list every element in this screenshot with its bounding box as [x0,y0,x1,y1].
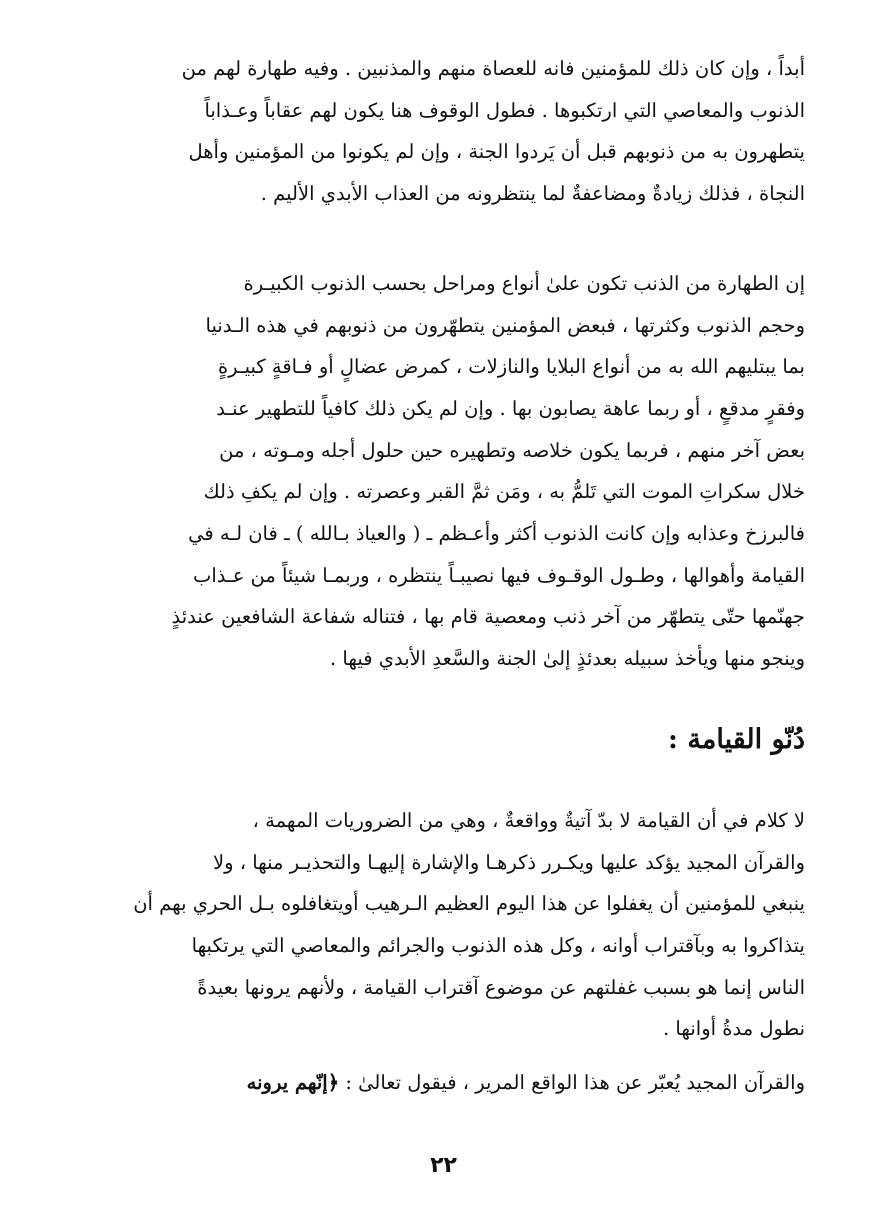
text-line: بعض آخر منهم ، فربما يكون خلاصه وتطهيره حين حلول أجله ومـوته ، من [219,438,805,462]
paragraph-3 [100,800,805,1050]
text-line: بما يبتليهم الله به من أنواع البلايا والنازلات ، كمرض عضالٍ أو فـاقةٍ كبيـرةٍ [217,355,805,379]
text-line: يتذاكروا به وبآقتراب أوانه ، وكل هذه الذنوب والجرائم والمعاصي التي يرتكبها [191,933,805,957]
text-line: نطول مدةُ أوانها . [663,1017,805,1041]
section-heading: دُنّو القيامة : [668,723,805,755]
text-line: النجاة ، فذلك زيادةٌ ومضاعفةٌ لما ينتظرونه من العذاب الأبدي الأليم . [260,182,805,206]
text-line: ينبغي للمؤمنين أن يغفلوا عن هذا اليوم العظيم الـرهيب أويتغافلوه بـل الحري بهم أن [133,892,805,916]
text-line: والقرآن المجيد يؤكد عليها ويكـرر ذكرهـا والإشارة إليهـا والتحذيـر منها ، ولا [213,850,805,874]
text-line: وينجو منها ويأخذ سبيله بعدئذٍ إلىٰ الجنة والسَّعدِ الأبدي فيها . [330,647,805,671]
text-line: لا كلام في أن القيامة لا بدّ آتيةٌ وواقعةٌ ، وهي من الضروريات المهمة ، [252,808,805,832]
text-line: فالبرزخ وعذابه وإن كانت الذنوب أكثر وأعـظم ـ ( والعياذ بـالله ) ـ فان لـه في [188,522,805,546]
paragraph-4 [100,1062,805,1104]
page-body [100,48,805,1104]
last-line-text: والقرآن المجيد يُعبّر عن هذا الواقع المرير ، فيقول تعالىٰ : [345,1071,805,1095]
text-line: خلال سكراتِ الموت التي تَلمُّ به ، ومَن ثمَّ القبر وعصرته . وإن لم يكفِ ذلك [203,480,805,504]
text-line: أبداً ، وإن كان ذلك للمؤمنين فانه للعصاة منهم والمذنبين . وفيه طهارة لهم من [181,57,805,80]
text-line: القيامة وأهوالها ، وطـول الوقـوف فيها نصيبـاً ينتظره ، وربمـا شيئاً من عـذاب [193,563,805,587]
paragraph-2 [100,263,805,680]
text-line: يتطهرون به من ذنوبهم قبل أن يَردوا الجنة ، وإن لم يكونوا من المؤمنين وأهل [188,140,805,164]
text-line: جهنّمها حتّى يتطهّر من آخر ذنب ومعصية قام بها ، فتناله شفاعة الشافعين عندئذٍ [171,605,805,629]
paragraph-1 [100,48,805,215]
text-line: وحجم الذنوب وكثرتها ، فبعض المؤمنين يتطهّرون من ذنوبهم في هذه الـدنيا [205,313,805,337]
page-number: ٢٢ [430,1153,457,1178]
text-line: إن الطهارة من الذنب تكون علىٰ أنواع ومراحل بحسب الذنوب الكبيـرة [243,271,805,295]
text-line: وفقرٍ مدقعٍ ، أو ربما عاهة يصابون بها . وإن لم يكن ذلك كافياً للتطهير عنـد [216,396,805,420]
text-line: الناس إنما هو بسبب غفلتهم عن موضوع آقتراب القيامة ، ولأنهم يرونها بعيدةً [197,975,805,999]
text-line: الذنوب والمعاصي التي ارتكبوها . فطول الوقوف هنا يكون لهم عقاباً وعـذاباً [204,98,805,122]
quran-quote: ﴿إنّهم يرونه [246,1071,340,1095]
text-line [100,1062,805,1104]
